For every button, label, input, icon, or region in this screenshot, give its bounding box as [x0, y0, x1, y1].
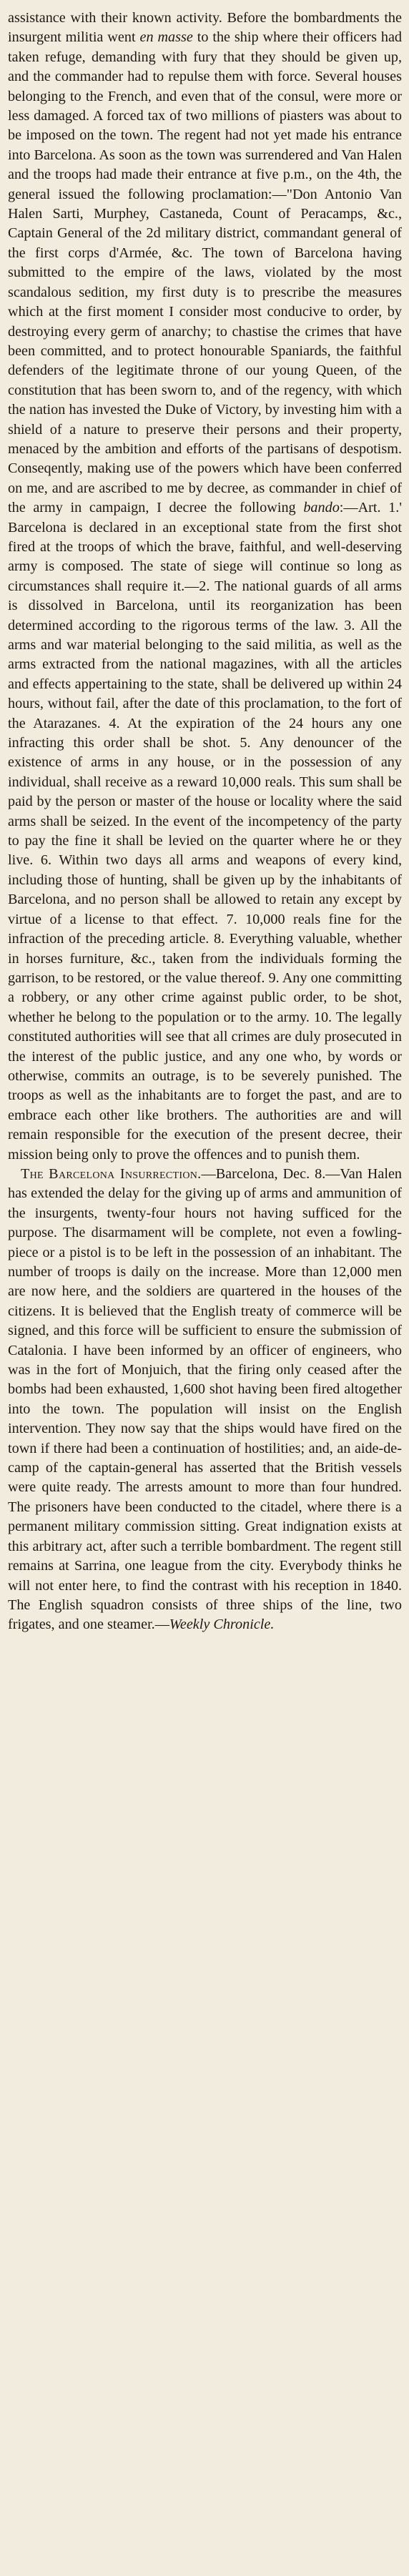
paragraph-text: —Barcelona, Dec. 8.—Van Halen has extended the delay for the giving up of arms and ammunition of the insurgents, twenty-four hours not having sufficed for the purpose. The disarmament will be complete, not even a fowling-piece or a pistol is to be left in the possession of an inhabitant. The number of troops is daily on the increase. More than 12,000 men are now here, and the soldiers are quartered in the houses of the citizens. It is believed that the English treaty of commerce will be signed, and this force will be sufficient to ensure the submission of Catalonia. I have been informed by an officer of engineers, who was in the fort of Monjuich, that the firing only ceased after the bombs had been exhausted, 1,600 shot having been fired altogether into the town. The population will insist on the English intervention. They now say that the ships would have fired on the town if there had been a continuation of hostilities; and, an aide-de-camp of the captain-general has asserted that the British vessels were quite ready. The arrests amount to more than four hundred. The prisoners have been conducted to the citadel, where there is a permanent military commission sitting. Great indignation exists at this arbitrary act, after such a terrible bombardment. The regent still remains at Sarrina, one league from the city. Everybody thinks he will not enter here, to find the contrast with his reception in 1840. The English squadron consists of three ships of the line, two frigates, and one steamer.—	[8, 1165, 403, 1633]
article-paragraph-insurrection	[8, 1165, 402, 1635]
source-credit: Weekly Chronicle.	[169, 1617, 275, 1633]
paragraph-text: assistance with their known activity. Before the bombardments the insurgent militia went	[8, 10, 402, 46]
italic-word: bando	[303, 500, 340, 516]
article-paragraph-proclamation	[8, 9, 402, 1165]
italic-phrase: en masse	[139, 29, 193, 46]
paragraph-text: :—Art. 1.' Barcelona is declared in an exceptional state from the first shot fired at the troops of which the brave, faithful, and well-deserving army is composed. The state of siege will continue so long as circumstances shall require it.—2. The national guards of all arms is dissolved in Barcelona, until its reorganization has been determined according to the rigorous terms of the law. 3. All the arms and war material belonging to the said militia, as well as the arms extracted from the national magazines, with all the articles and effects appertaining to the state, shall be delivered up within 24 hours, without fail, after the date of this proclamation, to the fort of the Atarazanes. 4. At the expiration of the 24 hours any one infracting this order shall be shot. 5. Any denouncer of the existence of arms in any house, or in the possession of any individual, shall receive as a reward 10,000 reals. This sum shall be paid by the person or master of the house or locality where the said arms shall be seized. In the event of the incompetency of the party to pay the fine it shall be levied on the quarter where he or they live. 6. Within two days all arms and weapons of every kind, including those of hunting, shall be given up by the inhabitants of Barcelona, and no person shall be allowed to retain any except by virtue of a license to that effect. 7. 10,000 reals fine for the infraction of the preceding article. 8. Everything valuable, whether in horses furniture, &c., taken from the individuals forming the garrison, to be restored, or the value thereof. 9. Any one committing a robbery, or any other crime against public order, to be shot, whether he belong to the population or to the army. 10. The legally constituted authorities will see that all crimes are duly prosecuted in the interest of the public justice, and any one who, by words or otherwise, commits an outrage, is to be severely punished. The troops as well as the inhabitants are to forget the past, and are to embrace each other like brothers. The authorities are and will remain responsible for the execution of the present decree, their mission being only to prove the offences and to punish them.	[8, 500, 402, 1163]
paragraph-text: to the ship where their officers had taken refuge, demanding with fury that they should be given up, and the commander had to repulse them with force. Several houses belonging to the French, and even that of the consul, were more or less damaged. A forced tax of two millions of piasters was about to be imposed on the town. The regent had not yet made his entrance into Barcelona. As soon as the town was surrendered and Van Halen and the troops had made their entrance at five p.m., on the 4th, the general issued the following proclamation:—"Don Antonio Van Halen Sarti, Murphey, Castaneda, Count of Peracamps, &c., Captain General of the 2d military district, commandant general of the first corps d'Armée, &c. The town of Barcelona having submitted to the empire of the laws, violated by the most scandalous sedition, my first duty is to prescribe the measures which at the first moment I consider most conducive to order, by destroying every germ of anarchy; to chastise the crimes that have been committed, and to protect honourable Spaniards, the faithful defenders of the legitimate throne of our young Queen, of the constitution that has been sworn to, and of the regency, with which the nation has invested the Duke of Victory, by investing him with a shield of a nature to preserve their persons and their property, menaced by the ambition and efforts of the partisans of despotism. Conseqently, making use of the powers which have been conferred on me, and are ascribed to me by decree, as commander in chief of the army in campaign, I decree the following	[8, 29, 403, 516]
section-heading: The Barcelona Insurrection.	[21, 1165, 202, 1182]
